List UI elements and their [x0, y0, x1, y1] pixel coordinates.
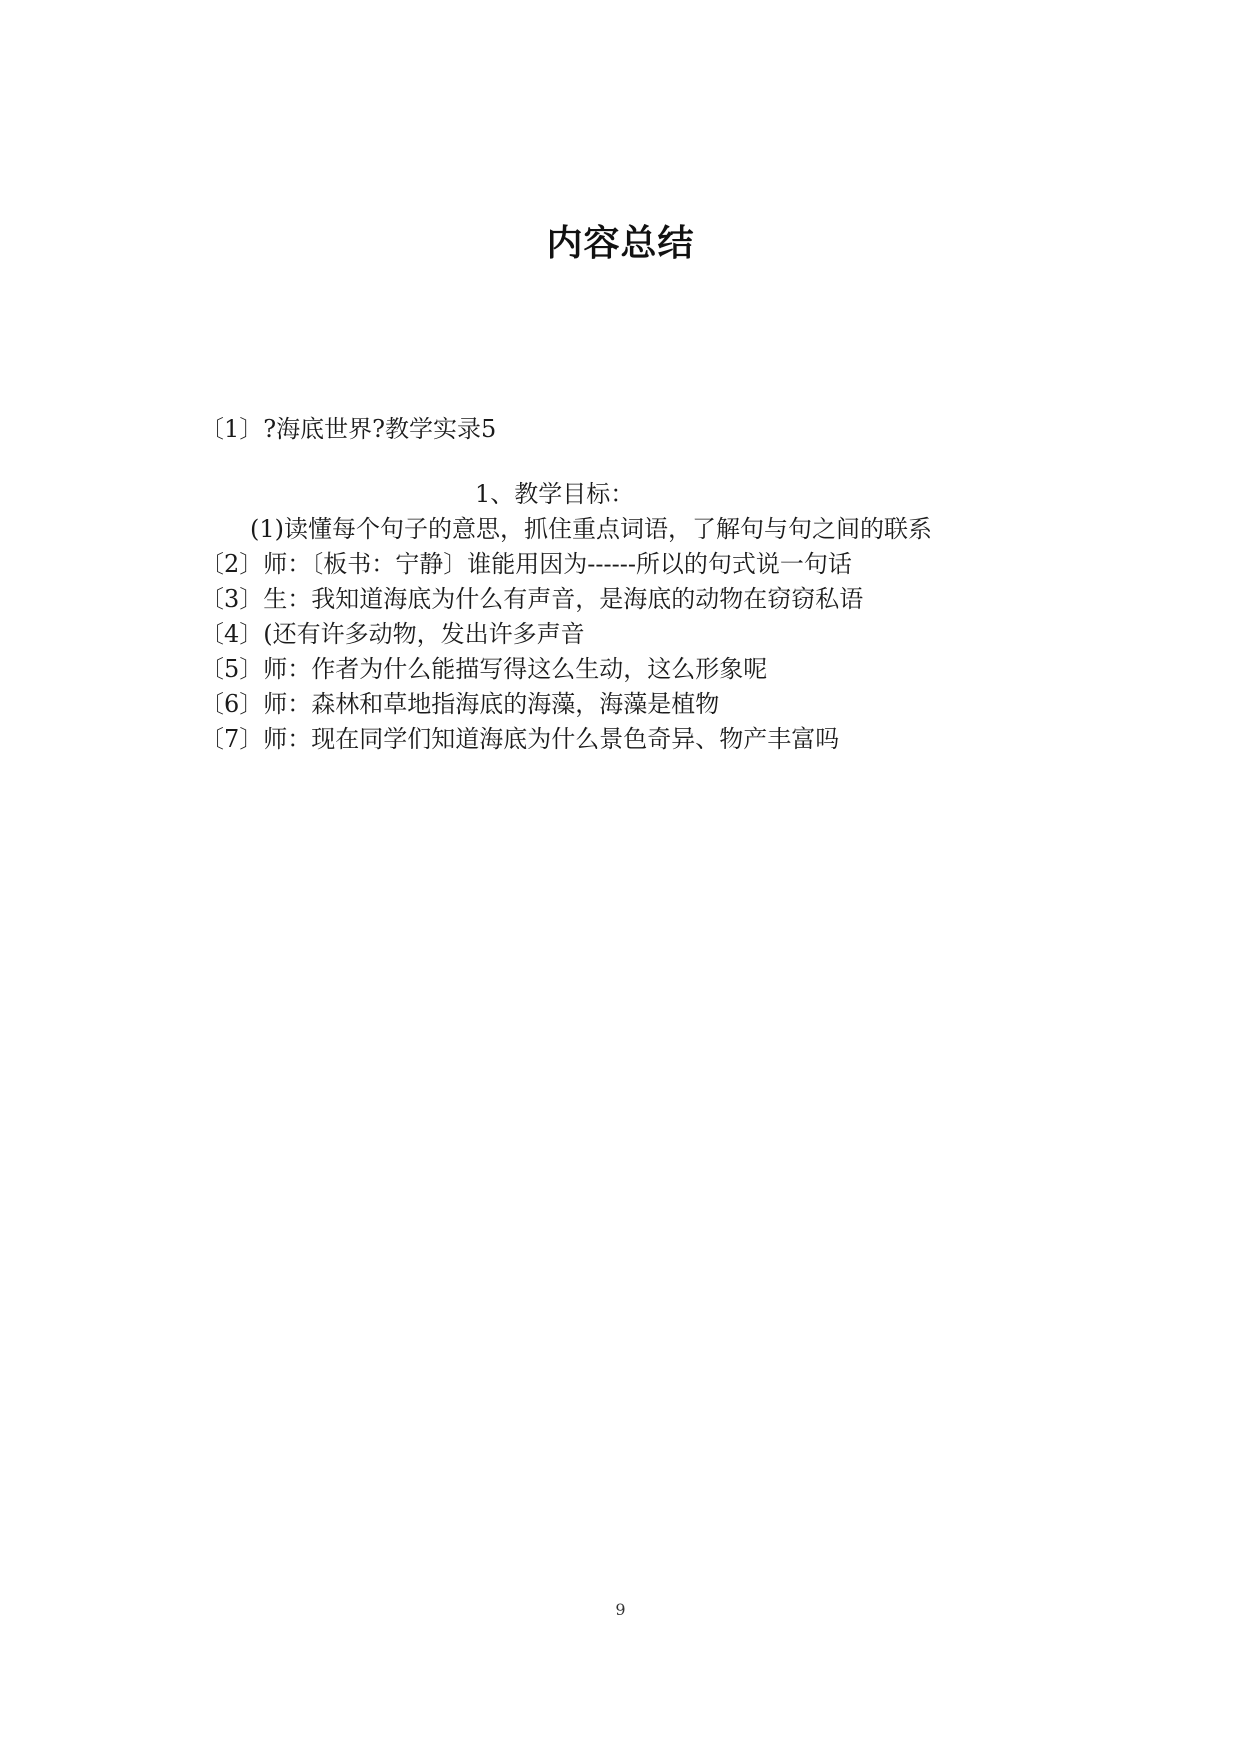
summary-item-7: 〔7〕师：现在同学们知道海底为什么景色奇异、物产丰富吗	[200, 725, 840, 753]
summary-item-3: 〔3〕生：我知道海底为什么有声音，是海底的动物在窃窃私语	[200, 585, 864, 613]
summary-item-4: 〔4〕(还有许多动物，发出许多声音	[200, 620, 585, 648]
objective-item: (1)读懂每个句子的意思，抓住重点词语，了解句与句之间的联系	[250, 515, 932, 543]
page-number: 9	[615, 1600, 626, 1619]
summary-item-1: 〔1〕?海底世界?教学实录5	[200, 415, 497, 443]
summary-item-2: 〔2〕师：〔板书：宁静〕谁能用因为------所以的句式说一句话	[200, 550, 852, 578]
summary-item-6: 〔6〕师：森林和草地指海底的海藻，海藻是植物	[200, 690, 720, 718]
summary-item-5: 〔5〕师：作者为什么能描写得这么生动，这么形象呢	[200, 655, 768, 683]
objective-heading: 1、教学目标：	[475, 480, 635, 508]
page-title: 内容总结	[546, 223, 695, 264]
